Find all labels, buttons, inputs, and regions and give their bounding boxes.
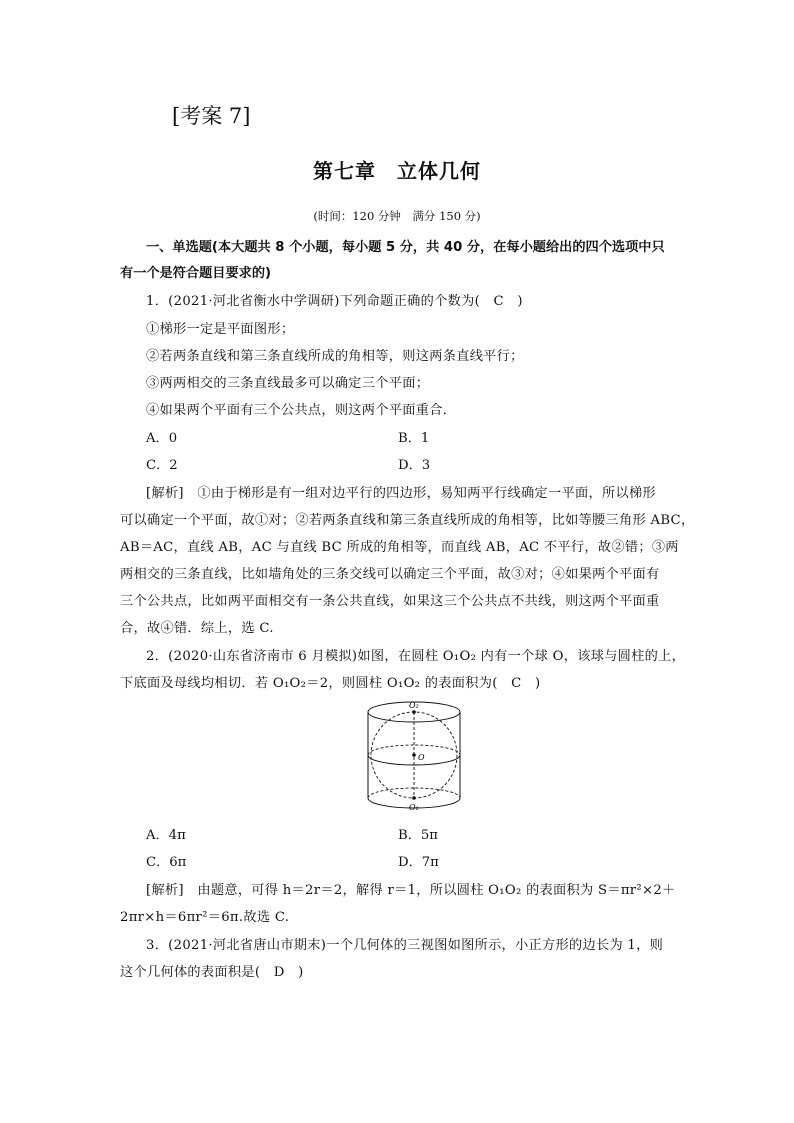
q3-stem-line-2: 这个几何体的表面积是( D ) <box>120 965 304 980</box>
label-o1: O₁ <box>409 803 419 812</box>
q2-option-a: A．4π <box>146 828 186 843</box>
q1-analysis-line: 可以确定一个平面，故①对；②若两条直线和第三条直线所成的角相等，比如等腰三角形 ABC， <box>120 513 695 528</box>
chapter-title: 第七章 立体几何 <box>313 159 481 183</box>
point-o <box>412 753 416 757</box>
label-o: O <box>418 753 425 762</box>
q1-statement: ④如果两个平面有三个公共点，则这两个平面重合． <box>146 403 457 418</box>
q1-option-c: C．2 <box>146 458 178 473</box>
exam-meta: (时间：120 分钟 满分 150 分) <box>313 209 481 223</box>
q2-analysis-line: [解析] 由题意，可得 h＝2r＝2，解得 r＝1，所以圆柱 O₁O₂ 的表面积为 S＝πr²×2＋ <box>146 883 676 898</box>
q1-stem: 1．(2021·河北省衡水中学调研)下列命题正确的个数为( C ) <box>146 294 523 309</box>
q2-stem-line-1: 2．(2020·山东省济南市 6 月模拟)如图，在圆柱 O₁O₂ 内有一个球 O，该球与圆柱的上， <box>146 649 686 664</box>
q1-statement: ①梯形一定是平面图形； <box>146 322 295 337</box>
q1-analysis-line: 两相交的三条直线，比如墙角处的三条交线可以确定三个平面，故③对；④如果两个平面有 <box>120 567 660 582</box>
label-o2: O₂ <box>409 701 419 710</box>
q1-statement: ③两两相交的三条直线最多可以确定三个平面； <box>146 376 430 391</box>
q2-option-b: B．5π <box>398 828 438 843</box>
point-o1 <box>412 796 416 800</box>
q2-analysis-line: 2πr×h＝6πr²＝6π.故选 C. <box>120 910 290 925</box>
q1-option-a: A．0 <box>146 431 178 446</box>
q1-statement: ②若两条直线和第三条直线所成的角相等，则这两条直线平行； <box>146 349 524 364</box>
q1-analysis-line: 三个公共点，比如两平面相交有一条公共直线，如果这三个公共点不共线，则这两个平面重 <box>120 594 660 609</box>
q1-analysis-line: 合，故④错．综上，选 C. <box>120 621 274 636</box>
exam-tag: [考案 7] <box>172 104 251 128</box>
q1-analysis-line: [解析] ①由于梯形是有一组对边平行的四边形，易知两平行线确定一平面，所以梯形 <box>146 486 656 501</box>
q1-option-d: D．3 <box>398 458 431 473</box>
q1-option-b: B．1 <box>398 431 430 446</box>
q1-analysis-line: AB＝AC，直线 AB，AC 与直线 BC 所成的角相等，而直线 AB，AC 不平行，故②错；③两 <box>120 540 679 555</box>
section-title-line-2: 有一个是符合题目要求的) <box>120 266 272 281</box>
section-title-line-1: 一、单选题(本大题共 8 个小题，每小题 5 分，共 40 分，在每小题给出的四个选项中只 <box>146 240 665 255</box>
q3-stem-line-1: 3．(2021·河北省唐山市期末)一个几何体的三视图如图所示，小正方形的边长为 1，则 <box>146 938 664 953</box>
point-o2 <box>412 710 416 714</box>
q2-option-d: D．7π <box>398 855 439 870</box>
cylinder-sphere-figure <box>360 698 468 812</box>
q2-stem-line-2: 下底面及母线均相切．若 O₁O₂＝2，则圆柱 O₁O₂ 的表面积为( C ) <box>120 676 541 691</box>
q2-option-c: C．6π <box>146 855 187 870</box>
